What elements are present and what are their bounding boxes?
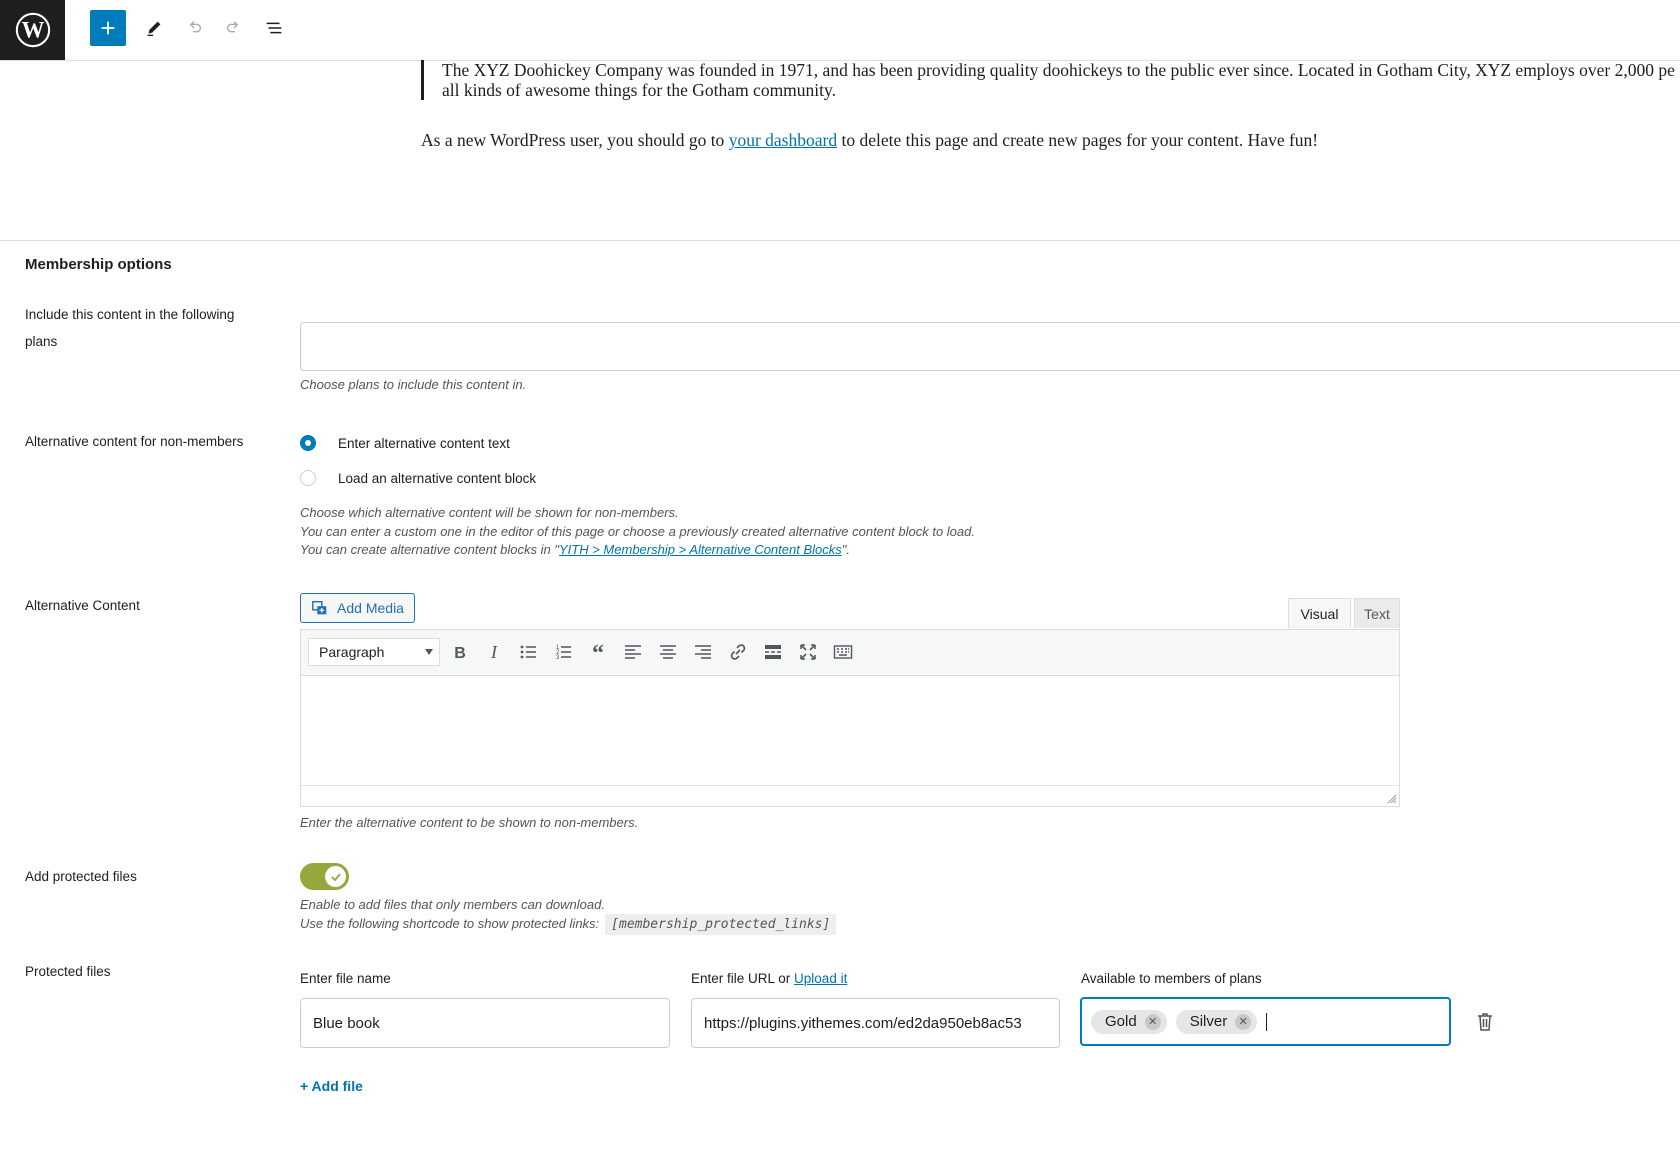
blockquote-icon[interactable] <box>587 641 609 663</box>
editor-formatting-toolbar <box>301 630 1399 676</box>
intro-paragraph[interactable] <box>421 130 1318 151</box>
quote-line-1: The XYZ Doohickey Company was founded in 1971, and has been providing quality doohickeys to the public ever since. Located in Gotham City, XYZ employs over 2,000 pe <box>442 60 1675 80</box>
alt-content-blocks-link[interactable]: YITH > Membership > Alternative Content Blocks <box>559 542 842 557</box>
tab-visual[interactable]: Visual <box>1288 598 1351 628</box>
chevron-down-icon <box>425 649 433 655</box>
radio-enter-text[interactable] <box>300 435 510 451</box>
wordpress-logo-icon[interactable] <box>0 0 65 60</box>
undo-icon[interactable] <box>176 10 212 46</box>
protected-help-line-2-text: Use the following shortcode to show protected links: <box>300 915 600 931</box>
dashboard-link[interactable]: your dashboard <box>728 130 838 150</box>
svg-text:B: B <box>454 645 466 662</box>
protected-files-help <box>300 896 836 934</box>
add-protected-files-label: Add protected files <box>25 869 137 884</box>
alternative-content-editor[interactable] <box>300 629 1400 807</box>
include-plans-select[interactable] <box>300 322 1680 371</box>
svg-text:“: “ <box>592 642 604 662</box>
plan-chip-label: Gold <box>1105 1013 1137 1030</box>
radio-load-block[interactable] <box>300 470 536 486</box>
trash-icon[interactable] <box>1475 1011 1495 1033</box>
protected-files-toggle[interactable] <box>300 863 349 890</box>
include-plans-help: Choose plans to include this content in. <box>300 377 527 392</box>
intro-text-after: to delete this page and create new pages for your content. Have fun! <box>837 130 1319 150</box>
upload-it-link[interactable]: Upload it <box>794 971 848 986</box>
protected-help-line-2 <box>300 915 836 935</box>
bold-icon[interactable] <box>449 641 471 663</box>
alt-content-help <box>300 504 975 560</box>
membership-options-panel <box>0 240 1680 1151</box>
panel-title[interactable]: Membership options <box>25 256 172 273</box>
close-icon[interactable]: ✕ <box>1235 1014 1251 1030</box>
radio-checked-icon[interactable] <box>300 435 316 451</box>
format-select-value: Paragraph <box>319 644 385 660</box>
plans-column-label: Available to members of plans <box>1081 971 1262 986</box>
align-center-icon[interactable] <box>657 641 679 663</box>
radio-enter-text-label: Enter alternative content text <box>338 435 510 451</box>
align-left-icon[interactable] <box>622 641 644 663</box>
plan-chip-label: Silver <box>1189 1013 1228 1030</box>
alt-help-line-3 <box>300 541 975 560</box>
resize-handle-icon[interactable] <box>1387 794 1397 804</box>
file-name-column-label: Enter file name <box>300 971 391 986</box>
bullet-list-icon[interactable] <box>517 641 539 663</box>
protected-files-label: Protected files <box>25 964 111 979</box>
tab-text[interactable]: Text <box>1354 598 1400 628</box>
add-media-icon <box>311 599 329 617</box>
shortcode[interactable]: [membership_protected_links] <box>605 914 836 935</box>
radio-unchecked-icon[interactable] <box>300 470 316 486</box>
alt-help-line-1: Choose which alternative content will be shown for non-members. <box>300 505 679 520</box>
format-select[interactable] <box>308 638 440 666</box>
alt-content-editor-help: Enter the alternative content to be shown to non-members. <box>300 815 639 830</box>
plans-multiselect[interactable] <box>1080 997 1451 1046</box>
close-icon[interactable]: ✕ <box>1145 1014 1161 1030</box>
italic-icon[interactable] <box>483 641 505 663</box>
post-content <box>0 60 1680 240</box>
file-name-input[interactable]: Blue book <box>300 998 670 1048</box>
svg-text:3: 3 <box>556 655 560 661</box>
text-cursor <box>1266 1013 1267 1031</box>
add-file-button[interactable]: + Add file <box>300 1078 363 1094</box>
plan-chip-gold <box>1091 1010 1167 1034</box>
document-outline-icon[interactable] <box>256 10 292 46</box>
editor-toolbar-top <box>0 0 1680 61</box>
alt-help-line-3-after: ". <box>841 542 850 557</box>
numbered-list-icon[interactable] <box>552 641 574 663</box>
protected-help-line-1: Enable to add files that only members can download. <box>300 897 605 912</box>
add-block-button[interactable] <box>90 10 126 46</box>
alt-content-nonmembers-label: Alternative content for non-members <box>25 434 244 449</box>
read-more-icon[interactable] <box>762 641 784 663</box>
edit-tools-icon[interactable] <box>136 10 172 46</box>
plan-chip-silver <box>1176 1010 1258 1034</box>
svg-text:1: 1 <box>556 645 560 651</box>
radio-load-block-label: Load an alternative content block <box>338 470 537 486</box>
svg-text:W: W <box>21 17 44 43</box>
pull-quote-block[interactable] <box>421 60 1680 100</box>
fullscreen-icon[interactable] <box>797 641 819 663</box>
alt-help-line-2: You can enter a custom one in the editor of this page or choose a previously created alternative content block to load. <box>300 523 975 539</box>
include-plans-label: Include this content in the following plans <box>25 307 235 349</box>
align-right-icon[interactable] <box>692 641 714 663</box>
link-icon[interactable] <box>727 641 749 663</box>
svg-text:I: I <box>491 642 497 662</box>
file-url-column-label <box>691 971 847 986</box>
add-media-label: Add Media <box>337 600 404 616</box>
toolbar-toggle-icon[interactable] <box>832 641 854 663</box>
file-url-input[interactable]: https://plugins.yithemes.com/ed2da950eb8ac53 <box>691 998 1060 1048</box>
file-url-label-text: Enter file URL or <box>691 971 795 986</box>
redo-icon[interactable] <box>216 10 252 46</box>
alternative-content-label: Alternative Content <box>25 598 140 613</box>
editor-status-bar <box>301 785 1399 806</box>
intro-text-before: As a new WordPress user, you should go to <box>421 130 729 150</box>
alt-help-line-3-before: You can create alternative content blocks in " <box>300 542 559 557</box>
add-media-button[interactable] <box>300 593 415 623</box>
svg-text:2: 2 <box>556 650 560 656</box>
quote-line-2: all kinds of awesome things for the Gotham community. <box>442 80 837 100</box>
check-icon <box>330 871 342 883</box>
